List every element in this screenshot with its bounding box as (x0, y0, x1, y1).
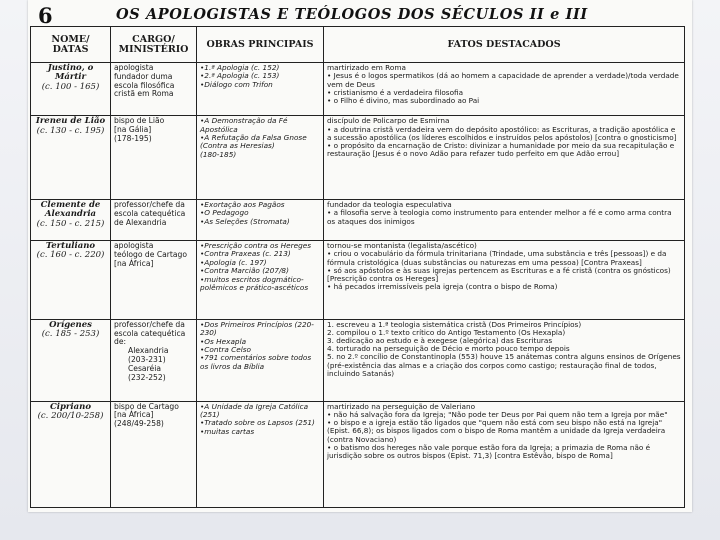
work-item: (180-185) (200, 149, 237, 159)
facts-list (327, 321, 681, 378)
header-works: OBRAS PRINCIPAIS (197, 27, 324, 63)
person-name: Cipriano (49, 401, 91, 412)
fact-item: • o Filho é divino, mas subordinado ao Pai (327, 95, 480, 105)
fact-item: • o batismo dos hereges não vale porque estão fora da Igreja; a primazia de Roma não é jurisdição sobre os outros bispos (Epist. 71,3) [contra Estêvão, bispo de Roma] (327, 442, 651, 460)
ministry-line: Alexandria (128, 346, 169, 356)
ministry-line: professor/chefe da (114, 200, 185, 210)
fact-item: • há pecados irremissíveis pela igreja (contra o bispo de Roma) (327, 282, 558, 292)
works-list (200, 64, 320, 89)
work-item: •As Seleções (Stromata) (200, 216, 290, 226)
work-item: •Contra Praxeas (c. 213) (200, 249, 291, 259)
work-item: •791 comentários sobre todos os livros da Bíblia (200, 353, 312, 371)
ministry-cell (111, 200, 197, 241)
works-list (200, 242, 320, 292)
facts-cell (324, 116, 685, 200)
table-row (31, 401, 685, 507)
ministry-line: escola catequética (114, 208, 186, 218)
work-item: •O Pedagogo (200, 208, 249, 218)
name-dates-cell (31, 240, 111, 319)
person-name: Orígenes (49, 319, 92, 330)
fact-item: 5. no 2.º concílio de Constantinopla (553) houve 15 anátemas contra alguns ensinos de Orígenes (pré-existência das almas e a criação dos corpos como castigo; restauração final de todos, incluindo Satanás) (327, 352, 681, 378)
facts-cell (324, 240, 685, 319)
ministry-cell (111, 240, 197, 319)
person-dates: (c. 100 - 165) (41, 81, 100, 92)
ministry-line: de: (114, 337, 127, 347)
person-dates: (c. 150 - c. 215) (36, 218, 105, 229)
ministry-line: [na África] (114, 410, 154, 420)
work-item: •Dos Primeiros Princípios (220-230) (200, 319, 314, 338)
fact-item: • Jesus é o logos spermatikos (dá ao homem a capacidade de aprender a verdade)/toda verdade vem de Deus (327, 71, 679, 89)
ministry-line: bispo de Lião (114, 116, 165, 126)
facts-lead: martirizado em Roma (327, 63, 406, 72)
works-cell (197, 63, 324, 116)
ministry-line: apologista (114, 240, 154, 250)
work-item: •Contra Marcião (207/8) (200, 266, 289, 276)
work-item: •muitos escritos dogmático-polêmicos e prático-ascéticos (200, 274, 309, 292)
work-item: •muitas cartas (200, 426, 255, 436)
works-cell (197, 200, 324, 241)
work-item: •A Refutação da Falsa Gnose (Contra as Heresias) (200, 132, 307, 151)
person-name: Justino, o Mártir (47, 63, 94, 83)
work-item: •Tratado sobre os Lapsos (251) (200, 418, 315, 428)
ministry-cell (111, 319, 197, 401)
ministry-line: escola catequética (114, 328, 186, 338)
works-list (200, 403, 320, 437)
facts-cell (324, 200, 685, 241)
facts-lead: discípulo de Policarpo de Esmirna (327, 116, 450, 126)
works-cell (197, 319, 324, 401)
person-name: Ireneu de Lião (35, 116, 106, 127)
fact-item: 1. escreveu a 1.ª teologia sistemática cristã (Dos Primeiros Princípios) (327, 319, 582, 329)
ministry-cell (111, 116, 197, 200)
table-row (31, 116, 685, 200)
fact-item: • a filosofia serve à teologia como instrumento para entender melhor a fé e como arma contra os ataques dos inimigos (327, 208, 672, 226)
facts-list (327, 126, 681, 159)
works-cell (197, 240, 324, 319)
table-row (31, 200, 685, 241)
ministry-line: [na Gália] (114, 124, 152, 134)
ministry-line: cristã em Roma (114, 89, 174, 99)
work-item: •Apologia (c. 197) (200, 257, 267, 267)
table-header-row (31, 27, 685, 63)
works-cell (197, 401, 324, 507)
facts-cell (324, 319, 685, 401)
name-dates-cell (31, 116, 111, 200)
facts-cell (324, 401, 685, 507)
fact-item: • a doutrina cristã verdadeira vem do depósito apostólico: as Escrituras, a tradição apostólica e a sucessão apostólica (os líderes escolhidos e instruídos pelos apóstolos) [contra o gnosticismo] (327, 124, 677, 142)
works-list (200, 117, 320, 159)
person-dates: (c. 160 - c. 220) (36, 250, 105, 261)
table-row (31, 319, 685, 401)
name-dates-cell (31, 401, 111, 507)
fact-item: • não há salvação fora da Igreja; "Não pode ter Deus por Pai quem não tem a Igreja por mãe" (327, 409, 668, 419)
fact-item: 3. dedicação ao estudo e à exegese (alegórica) das Escrituras (327, 336, 553, 346)
facts-lead: fundador da teologia especulativa (327, 200, 452, 210)
header-name-dates: NOME/ DATAS (31, 27, 111, 63)
facts-lead: tornou-se montanista (legalista/ascético) (327, 240, 477, 250)
header-ministry: CARGO/ MINISTÉRIO (111, 27, 197, 63)
person-name: Tertuliano (45, 240, 96, 251)
facts-list (327, 250, 681, 291)
ministry-line: de Alexandria (114, 217, 167, 227)
name-dates-cell (31, 63, 111, 116)
work-item: •1.ª Apologia (c. 152) (200, 63, 280, 72)
person-dates: (c. 200/10-258) (37, 410, 104, 421)
works-list (200, 201, 320, 226)
ministry-line: (232-252) (128, 372, 166, 382)
work-item: •2.ª Apologia (c. 153) (200, 71, 280, 81)
ministry-line: bispo de Cartago (114, 401, 179, 411)
work-item: •Contra Celso (200, 344, 252, 354)
table-row (31, 240, 685, 319)
person-name: Clemente de Alexandria (40, 200, 101, 220)
person-dates: (c. 185 - 253) (41, 329, 100, 340)
ministry-line: teólogo de Cartago (114, 249, 188, 259)
facts-lead: martirizado na perseguição de Valeriano (327, 401, 476, 411)
work-item: •Diálogo com Trifon (200, 79, 273, 89)
facts-list (327, 209, 681, 225)
work-item: •A Unidade da Igreja Católica (251) (200, 401, 309, 419)
scanned-page (28, 0, 692, 512)
page-number: 6 (38, 3, 53, 28)
fact-item: 2. compilou o 1.º texto crítico do Antigo Testamento (Os Hexapla) (327, 327, 566, 337)
fact-item: • criou o vocabulário da fórmula trinitariana (Trindade, uma substância e três [pessoas]) e da fórmula cristológica (duas substâncias ou naturezas em uma pessoa) [Contra Praxeas] (327, 249, 667, 267)
facts-cell (324, 63, 685, 116)
ministry-cell (111, 401, 197, 507)
works-cell (197, 116, 324, 200)
work-item: •Prescrição contra os Hereges (200, 240, 312, 250)
fact-item: 4. torturado na perseguição de Décio e morto pouco tempo depois (327, 344, 570, 354)
header-facts: FATOS DESTACADOS (324, 27, 685, 63)
facts-list (327, 411, 681, 460)
ministry-line: (203-231) (128, 354, 166, 364)
ministry-cell (111, 63, 197, 116)
name-dates-cell (31, 200, 111, 241)
ministry-line: (248/49-258) (114, 419, 164, 429)
page-heading: OS APOLOGISTAS E TEÓLOGOS DOS SÉCULOS II e III (116, 6, 588, 23)
fact-item: • o bispo e a igreja estão tão ligados que "quem não está com seu bispo não está na Igreja" (Epist. 66,8); os bispos ligados com o bispo de Roma mantêm a unidade da Igreja verdadeira (contra Novaciano) (327, 418, 666, 444)
fact-item: • cristianismo é a verdadeira filosofia (327, 87, 464, 97)
name-dates-cell (31, 319, 111, 401)
apologists-table (30, 26, 685, 508)
ministry-line: fundador duma (114, 71, 173, 81)
ministry-line: [na África] (114, 258, 154, 268)
table-row (31, 63, 685, 116)
work-item: •A Demonstração da Fé Apostólica (200, 116, 288, 134)
ministry-line: (178-195) (114, 133, 152, 143)
person-dates: (c. 130 - c. 195) (36, 125, 105, 136)
facts-list (327, 72, 681, 105)
fact-item: • o propósito da encarnação de Cristo: divinizar a humanidade por meio da sua recapitulação e restauração [Jesus é o novo Adão para refazer tudo perfeito em que Adão errou] (327, 140, 675, 159)
ministry-line: professor/chefe da (114, 319, 185, 329)
works-list (200, 321, 320, 371)
ministry-line: escola filosófica (114, 80, 175, 90)
work-item: •Exortação aos Pagãos (200, 200, 285, 210)
fact-item: • só aos apóstolos e às suas igrejas pertencem as Escrituras e a fé cristã (contra os gnósticos) [Prescrição contra os Hereges] (327, 265, 671, 283)
work-item: •Os Hexapla (200, 336, 247, 346)
ministry-line: apologista (114, 63, 154, 72)
ministry-line: Cesaréia (128, 363, 161, 373)
